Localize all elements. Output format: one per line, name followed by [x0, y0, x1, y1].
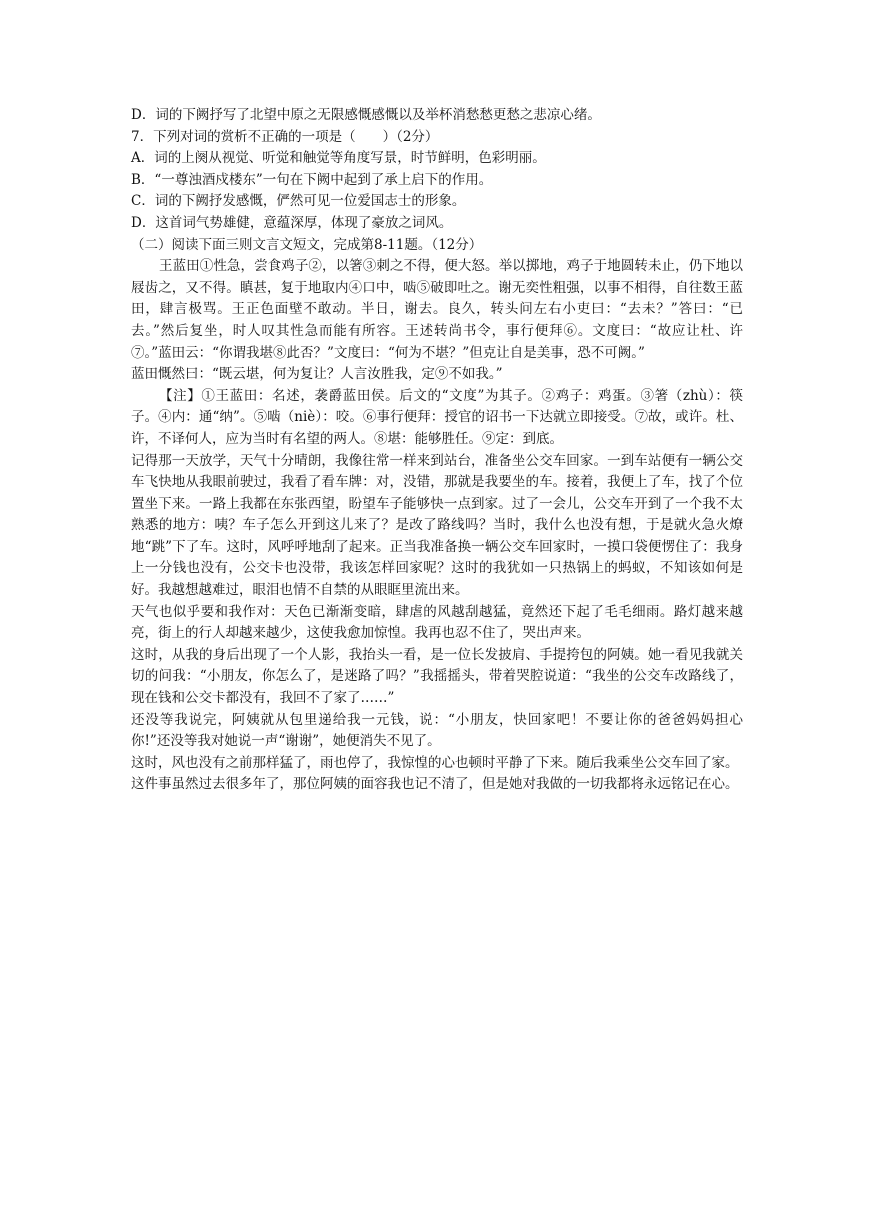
classical-paragraph-1: 王蓝田①性急，尝食鸡子②，以箸③刺之不得，便大怒。举以掷地，鸡子于地圆转未止，仍下地以屐齿之，又不得。瞋甚，复于地取内④口中，啮⑤破即吐之。谢无奕性粗强，以事不相得，自往数王蓝田，肆言极骂。王正色面壁不敢动。半日，谢去。良久，转头问左右小吏曰：“去未？”答曰：“已去。”然后复坐，时人叹其性急而能有所容。王述转尚书令，事行便拜⑥。文度曰：“故应让杜、许⑦。”蓝田云：“你谓我堪⑧此否？”文度曰：“何为不堪？”但克让自是美事，恐不可阙。” — [131, 258, 743, 361]
q7-option-b: B．“一尊浊酒戍楼东”一句在下阙中起到了承上启下的作用。 — [131, 171, 493, 188]
q7-option-a: A．词的上阕从视觉、听觉和触觉等角度写景，时节鲜明，色彩明丽。 — [131, 150, 546, 167]
q6-option-d: D．词的下阙抒写了北望中原之无限感慨感慨以及举杯消愁愁更愁之悲凉心绪。 — [131, 107, 601, 123]
section2-heading: （二）阅读下面三则文言文短文，完成第8-11题。（12分） — [131, 236, 483, 253]
narrative-paragraph-1: 记得那一天放学，天气十分晴朗，我像往常一样来到站台，准备坐公交车回家。一到车站便有一辆公交车飞快地从我眼前驶过，我看了看车牌：对，没错，那就是我要坐的车。接着，我便上了车，找了个位置坐下来。一路上我都在东张西望，盼望车子能够快一点到家。过了一会儿，公交车开到了一个我不太熟悉的地方：咦？车子怎么开到这儿来了？是改了路线吗？当时，我什么也没有想，于是就火急火燎地“跳”下了车。这时，风呼呼地刮了起来。正当我准备换一辆公交车回家时，一摸口袋便愣住了：我身上一分钱也没有，公交卡也没带，我该怎样回家呢？这时的我犹如一只热锅上的蚂蚁，不知该如何是好。我越想越难过，眼泪也情不自禁的从眼眶里流出来。 — [131, 452, 743, 599]
narrative-paragraph-6: 这件事虽然过去很多年了，那位阿姨的面容我也记不清了，但是她对我做的一切我都将永远铭记在心。 — [131, 776, 739, 793]
narrative-paragraph-2: 天气也似乎要和我作对：天色已渐渐变暗，肆虐的风越刮越猛，竟然还下起了毛毛细雨。路灯越来越亮，街上的行人却越来越少，这使我愈加惊惶。我再也忍不住了，哭出声来。 — [131, 603, 743, 642]
narrative-paragraph-3: 这时，从我的身后出现了一个人影，我抬头一看，是一位长发披肩、手提挎包的阿姨。她一看见我就关切的问我：“小朋友，你怎么了，是迷路了吗？”我摇摇头，带着哭腔说道：“我坐的公交车改路线了，现在钱和公交卡都没有，我回不了家了……” — [131, 646, 743, 707]
q7-option-c: C．词的下阙抒发感慨，俨然可见一位爱国志士的形象。 — [131, 193, 466, 210]
document-body — [131, 105, 743, 796]
classical-paragraph-2: 蓝田慨然曰：“既云堪，何为复让？人言汝胜我，定⑨不如我。” — [131, 366, 503, 383]
narrative-paragraph-5: 这时，风也没有之前那样猛了，雨也停了，我惊惶的心也顿时平静了下来。随后我乘坐公交车回了家。 — [131, 754, 739, 771]
q7-stem: 7．下列对词的赏析不正确的一项是（ ）（2分） — [131, 128, 439, 145]
narrative-paragraph-4: 还没等我说完，阿姨就从包里递给我一元钱，说：“小朋友，快回家吧！不要让你的爸爸妈妈担心你!”还没等我对她说一声“谢谢”，她便消失不见了。 — [131, 711, 743, 750]
q7-option-d: D．这首词气势雄健，意蕴深厚，体现了豪放之词风。 — [131, 214, 453, 231]
classical-note: 【注】①王蓝田：名述，袭爵蓝田侯。后文的“文度”为其子。②鸡子：鸡蛋。③箸（zhù）：筷子。④内：通“纳”。⑤啮（niè）：咬。⑥事行便拜：授官的诏书一下达就立即接受。⑦故，或许。杜、许，不译何人，应为当时有名望的两人。⑧堪：能够胜任。⑨定：到底。 — [131, 387, 743, 447]
